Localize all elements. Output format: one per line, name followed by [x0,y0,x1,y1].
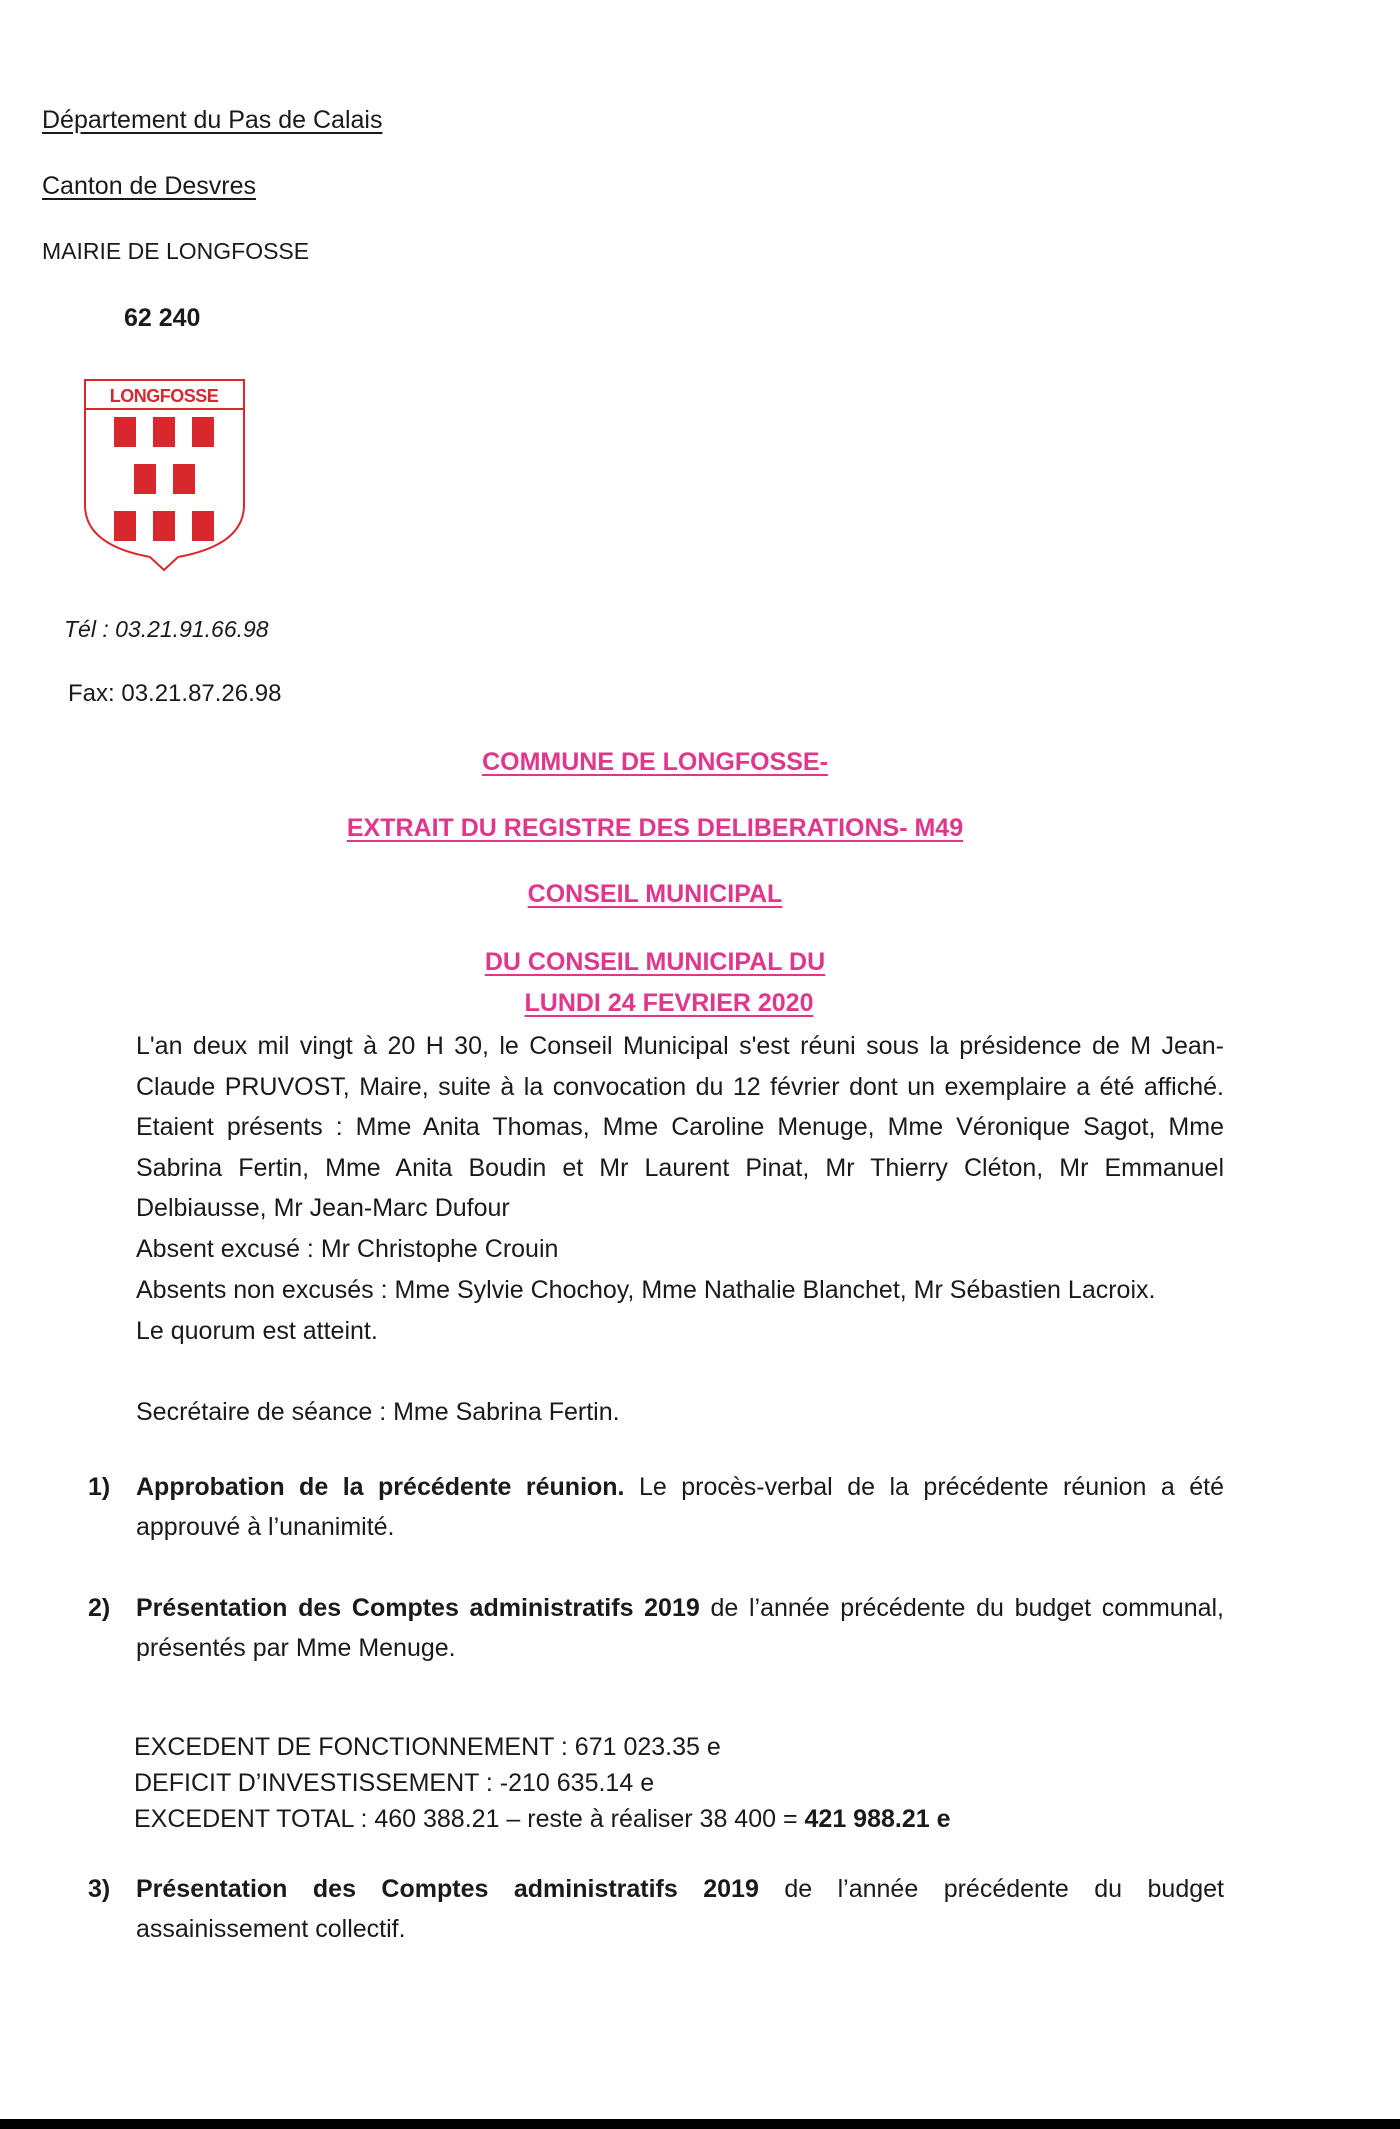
excedent-fonctionnement-line: EXCEDENT DE FONCTIONNEMENT : 671 023.35 e [134,1733,721,1761]
canton-label: Canton de Desvres [42,172,257,200]
title-conseil-municipal: CONSEIL MUNICIPAL [527,880,783,908]
item-heading: Présentation des Comptes administratifs 2019 [136,1875,759,1903]
title-date: LUNDI 24 FEVRIER 2020 [524,989,814,1017]
quorum-line: Le quorum est atteint. [136,1317,378,1345]
intro-paragraph: L'an deux mil vingt à 20 H 30, le Conseil Municipal s'est réuni sous la présidence de M Jean-Claude PRUVOST, Maire, suite à la convocation du 12 février dont un exemplaire a été affiché. Etaient présents : Mme Anita Thomas, Mme Caroline Menuge, Mme Véronique Sagot, Mme Sabrina Fertin, Mme Anita Boudin et Mr Laurent Pinat, Mr Thierry Cléton, Mr Emmanuel Delbiausse, Mr Jean-Marc Dufour [136,1032,1224,1222]
item-number: 1) [88,1473,111,1501]
telephone-label: Tél : 03.21.91.66.98 [64,616,269,642]
excedent-total-line [134,1801,951,1837]
excedent-total-value: 421 988.21 e [804,1805,951,1833]
title-extrait-registre: EXTRAIT DU REGISTRE DES DELIBERATIONS- M49 [346,814,964,842]
postcode-label: 62 240 [124,304,201,332]
excedent-total-prefix: EXCEDENT TOTAL : 460 388.21 – reste à réaliser 38 400 = [134,1805,805,1833]
title-du-conseil: DU CONSEIL MUNICIPAL DU [484,948,826,976]
deficit-investissement-line: DEFICIT D’INVESTISSEMENT : -210 635.14 e [134,1769,655,1797]
item-number: 2) [88,1594,111,1622]
agenda-item [88,1588,1224,1668]
logo-text: LONGFOSSE [109,386,219,406]
item-text: de l’année précédente du budget assainissement collectif. [136,1875,1224,1943]
agenda-item [88,1467,1224,1547]
item-heading: Approbation de la précédente réunion. [136,1473,625,1501]
item-number: 3) [88,1875,111,1903]
mairie-label: MAIRIE DE LONGFOSSE [42,238,310,264]
fax-label: Fax: 03.21.87.26.98 [68,680,282,707]
secretaire-line: Secrétaire de séance : Mme Sabrina Fertin. [136,1398,620,1426]
agenda-item [88,1869,1224,1949]
title-commune: COMMUNE DE LONGFOSSE- [482,748,828,776]
item-heading: Présentation des Comptes administratifs 2019 [136,1594,700,1622]
absents-non-excuses-line: Absents non excusés : Mme Sylvie Chochoy, Mme Nathalie Blanchet, Mr Sébastien Lacroix. [136,1276,1156,1304]
scan-bottom-border [0,2119,1400,2129]
department-label: Département du Pas de Calais [42,106,383,134]
longfosse-coat-of-arms-logo [82,377,247,572]
absent-excuse-line: Absent excusé : Mr Christophe Crouin [136,1235,559,1263]
item-text: Le procès-verbal de la précédente réunion a été approuvé à l’unanimité. [136,1473,1225,1541]
item-text: de l’année précédente du budget communal, présentés par Mme Menuge. [136,1594,1224,1662]
